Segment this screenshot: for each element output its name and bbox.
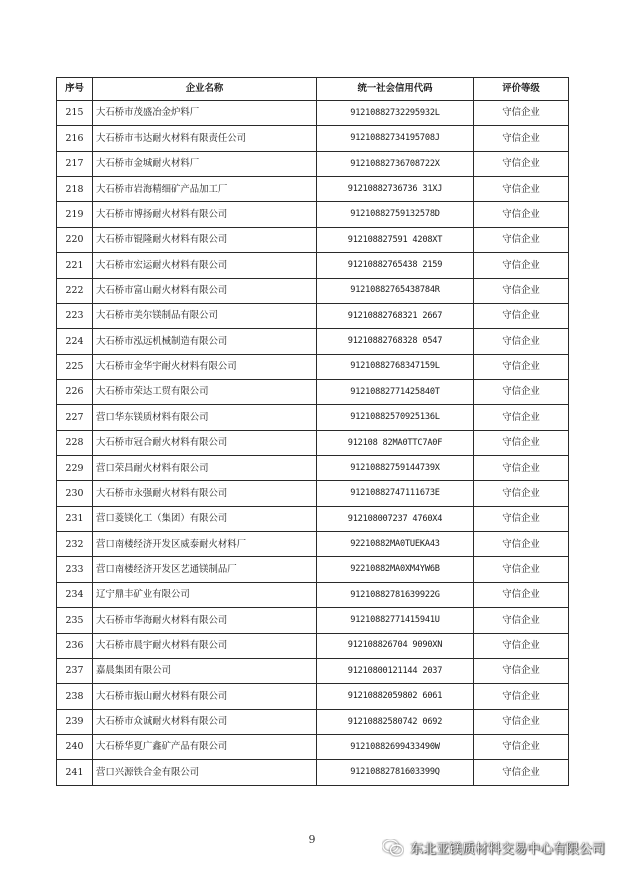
watermark-text: 东北亚镁质材料交易中心有限公司 xyxy=(409,842,605,857)
table-row xyxy=(57,506,569,531)
row-credit-code: 91210800121144 2037 xyxy=(317,658,474,683)
row-grade: 守信企业 xyxy=(474,126,569,151)
row-grade: 守信企业 xyxy=(474,253,569,278)
header-company: 企业名称 xyxy=(93,78,317,101)
table-row xyxy=(57,227,569,252)
table-row xyxy=(57,760,569,785)
table-row xyxy=(57,684,569,709)
row-grade: 守信企业 xyxy=(474,329,569,354)
table-row xyxy=(57,101,569,126)
row-grade: 守信企业 xyxy=(474,303,569,328)
row-grade: 守信企业 xyxy=(474,354,569,379)
row-credit-code: 91210882765438784R xyxy=(317,278,474,303)
row-company: 大石桥市博扬耐火材料有限公司 xyxy=(93,202,317,227)
row-index: 241 xyxy=(57,760,93,785)
table-row xyxy=(57,177,569,202)
row-credit-code: 91210882781603399Q xyxy=(317,760,474,785)
row-company: 大石桥市华海耐火材料有限公司 xyxy=(93,608,317,633)
row-index: 240 xyxy=(57,734,93,759)
row-company: 大石桥市泓远机械制造有限公司 xyxy=(93,329,317,354)
row-credit-code: 912108 82MA0TTC7A0F xyxy=(317,430,474,455)
row-index: 224 xyxy=(57,329,93,354)
row-index: 216 xyxy=(57,126,93,151)
company-rating-table xyxy=(56,77,569,786)
table-row xyxy=(57,734,569,759)
table-row xyxy=(57,151,569,176)
row-grade: 守信企业 xyxy=(474,278,569,303)
table-row xyxy=(57,582,569,607)
row-grade: 守信企业 xyxy=(474,633,569,658)
row-index: 217 xyxy=(57,151,93,176)
watermark xyxy=(382,838,605,857)
table-row xyxy=(57,303,569,328)
row-company: 大石桥市岩海精细矿产品加工厂 xyxy=(93,177,317,202)
table-row xyxy=(57,405,569,430)
row-index: 219 xyxy=(57,202,93,227)
row-grade: 守信企业 xyxy=(474,227,569,252)
row-index: 228 xyxy=(57,430,93,455)
row-credit-code: 91210882771415941U xyxy=(317,608,474,633)
row-index: 231 xyxy=(57,506,93,531)
row-company: 大石桥市振山耐火材料有限公司 xyxy=(93,684,317,709)
table-row xyxy=(57,253,569,278)
row-company: 大石桥市韦达耐火材料有限责任公司 xyxy=(93,126,317,151)
row-company: 大石桥市美尔镁制品有限公司 xyxy=(93,303,317,328)
row-credit-code: 91210882771425840T xyxy=(317,379,474,404)
row-credit-code: 91210882736708722X xyxy=(317,151,474,176)
row-index: 220 xyxy=(57,227,93,252)
table-row xyxy=(57,354,569,379)
table-row xyxy=(57,532,569,557)
row-grade: 守信企业 xyxy=(474,557,569,582)
row-index: 221 xyxy=(57,253,93,278)
row-company: 大石桥华夏广鑫矿产品有限公司 xyxy=(93,734,317,759)
row-credit-code: 92210882MA0TUEKA43 xyxy=(317,532,474,557)
page-number: 9 xyxy=(308,833,316,846)
row-grade: 守信企业 xyxy=(474,582,569,607)
row-credit-code: 91210882736736 31XJ xyxy=(317,177,474,202)
row-grade: 守信企业 xyxy=(474,177,569,202)
row-grade: 守信企业 xyxy=(474,456,569,481)
row-grade: 守信企业 xyxy=(474,481,569,506)
row-grade: 守信企业 xyxy=(474,709,569,734)
row-credit-code: 91210882699433490W xyxy=(317,734,474,759)
row-credit-code: 912108827591 4208XT xyxy=(317,227,474,252)
row-company: 大石桥市冠合耐火材料有限公司 xyxy=(93,430,317,455)
row-company: 营口南楼经济开发区艺通镁制品厂 xyxy=(93,557,317,582)
row-credit-code: 92210882MA0XM4YW6B xyxy=(317,557,474,582)
header-index: 序号 xyxy=(57,78,93,101)
row-index: 226 xyxy=(57,379,93,404)
row-grade: 守信企业 xyxy=(474,684,569,709)
row-index: 239 xyxy=(57,709,93,734)
row-index: 234 xyxy=(57,582,93,607)
row-credit-code: 91210882734195708J xyxy=(317,126,474,151)
row-grade: 守信企业 xyxy=(474,379,569,404)
row-credit-code: 91210882580742 0692 xyxy=(317,709,474,734)
row-company: 营口菱镁化工（集团）有限公司 xyxy=(93,506,317,531)
row-grade: 守信企业 xyxy=(474,734,569,759)
row-company: 营口南楼经济开发区威泰耐火材料厂 xyxy=(93,532,317,557)
row-company: 大石桥市茂盛冶金炉料厂 xyxy=(93,101,317,126)
row-grade: 守信企业 xyxy=(474,608,569,633)
table-row xyxy=(57,658,569,683)
row-index: 236 xyxy=(57,633,93,658)
row-grade: 守信企业 xyxy=(474,506,569,531)
row-company: 营口兴源铁合金有限公司 xyxy=(93,760,317,785)
row-company: 大石桥市众诚耐火材料有限公司 xyxy=(93,709,317,734)
row-credit-code: 91210882768347159L xyxy=(317,354,474,379)
table-row xyxy=(57,709,569,734)
row-company: 营口华东镁质材料有限公司 xyxy=(93,405,317,430)
row-credit-code: 91210882759132578D xyxy=(317,202,474,227)
row-grade: 守信企业 xyxy=(474,658,569,683)
row-index: 237 xyxy=(57,658,93,683)
row-grade: 守信企业 xyxy=(474,101,569,126)
table-row xyxy=(57,481,569,506)
table-header-row xyxy=(57,78,569,101)
row-index: 233 xyxy=(57,557,93,582)
row-grade: 守信企业 xyxy=(474,760,569,785)
row-grade: 守信企业 xyxy=(474,151,569,176)
row-credit-code: 91210882732295932L xyxy=(317,101,474,126)
row-index: 238 xyxy=(57,684,93,709)
header-credit-code: 统一社会信用代码 xyxy=(317,78,474,101)
row-grade: 守信企业 xyxy=(474,202,569,227)
row-grade: 守信企业 xyxy=(474,405,569,430)
row-credit-code: 91210882765438 2159 xyxy=(317,253,474,278)
table-row xyxy=(57,278,569,303)
row-credit-code: 91210882570925136L xyxy=(317,405,474,430)
header-grade: 评价等级 xyxy=(474,78,569,101)
row-company: 大石桥市金城耐火材料厂 xyxy=(93,151,317,176)
table-row xyxy=(57,329,569,354)
row-index: 215 xyxy=(57,101,93,126)
row-company: 大石桥市锟隆耐火材料有限公司 xyxy=(93,227,317,252)
row-index: 223 xyxy=(57,303,93,328)
row-credit-code: 91210882059802 6061 xyxy=(317,684,474,709)
row-index: 235 xyxy=(57,608,93,633)
row-index: 222 xyxy=(57,278,93,303)
row-credit-code: 91210882759144739X xyxy=(317,456,474,481)
row-company: 大石桥市永强耐火材料有限公司 xyxy=(93,481,317,506)
row-company: 大石桥市富山耐火材料有限公司 xyxy=(93,278,317,303)
table-row xyxy=(57,430,569,455)
table-row xyxy=(57,202,569,227)
row-index: 225 xyxy=(57,354,93,379)
row-index: 229 xyxy=(57,456,93,481)
row-grade: 守信企业 xyxy=(474,532,569,557)
table-row xyxy=(57,608,569,633)
row-index: 218 xyxy=(57,177,93,202)
row-company: 营口荣昌耐火材料有限公司 xyxy=(93,456,317,481)
table-body xyxy=(57,101,569,786)
row-credit-code: 912108007237 4760X4 xyxy=(317,506,474,531)
table-row xyxy=(57,456,569,481)
table-row xyxy=(57,379,569,404)
row-grade: 守信企业 xyxy=(474,430,569,455)
row-credit-code: 91210882768328 0547 xyxy=(317,329,474,354)
row-company: 嘉晨集团有限公司 xyxy=(93,658,317,683)
table-row xyxy=(57,126,569,151)
row-index: 232 xyxy=(57,532,93,557)
table-row xyxy=(57,633,569,658)
row-credit-code: 912108826704 9090XN xyxy=(317,633,474,658)
row-credit-code: 91210882768321 2667 xyxy=(317,303,474,328)
row-company: 大石桥市金华宇耐火材料有限公司 xyxy=(93,354,317,379)
row-credit-code: 91210882747111673E xyxy=(317,481,474,506)
row-index: 230 xyxy=(57,481,93,506)
table-row xyxy=(57,557,569,582)
row-company: 大石桥市宏运耐火材料有限公司 xyxy=(93,253,317,278)
row-company: 辽宁鼎丰矿业有限公司 xyxy=(93,582,317,607)
wechat-icon xyxy=(382,839,404,857)
row-company: 大石桥市荣达工贸有限公司 xyxy=(93,379,317,404)
row-index: 227 xyxy=(57,405,93,430)
row-credit-code: 91210882781639922G xyxy=(317,582,474,607)
row-company: 大石桥市晨宇耐火材料有限公司 xyxy=(93,633,317,658)
